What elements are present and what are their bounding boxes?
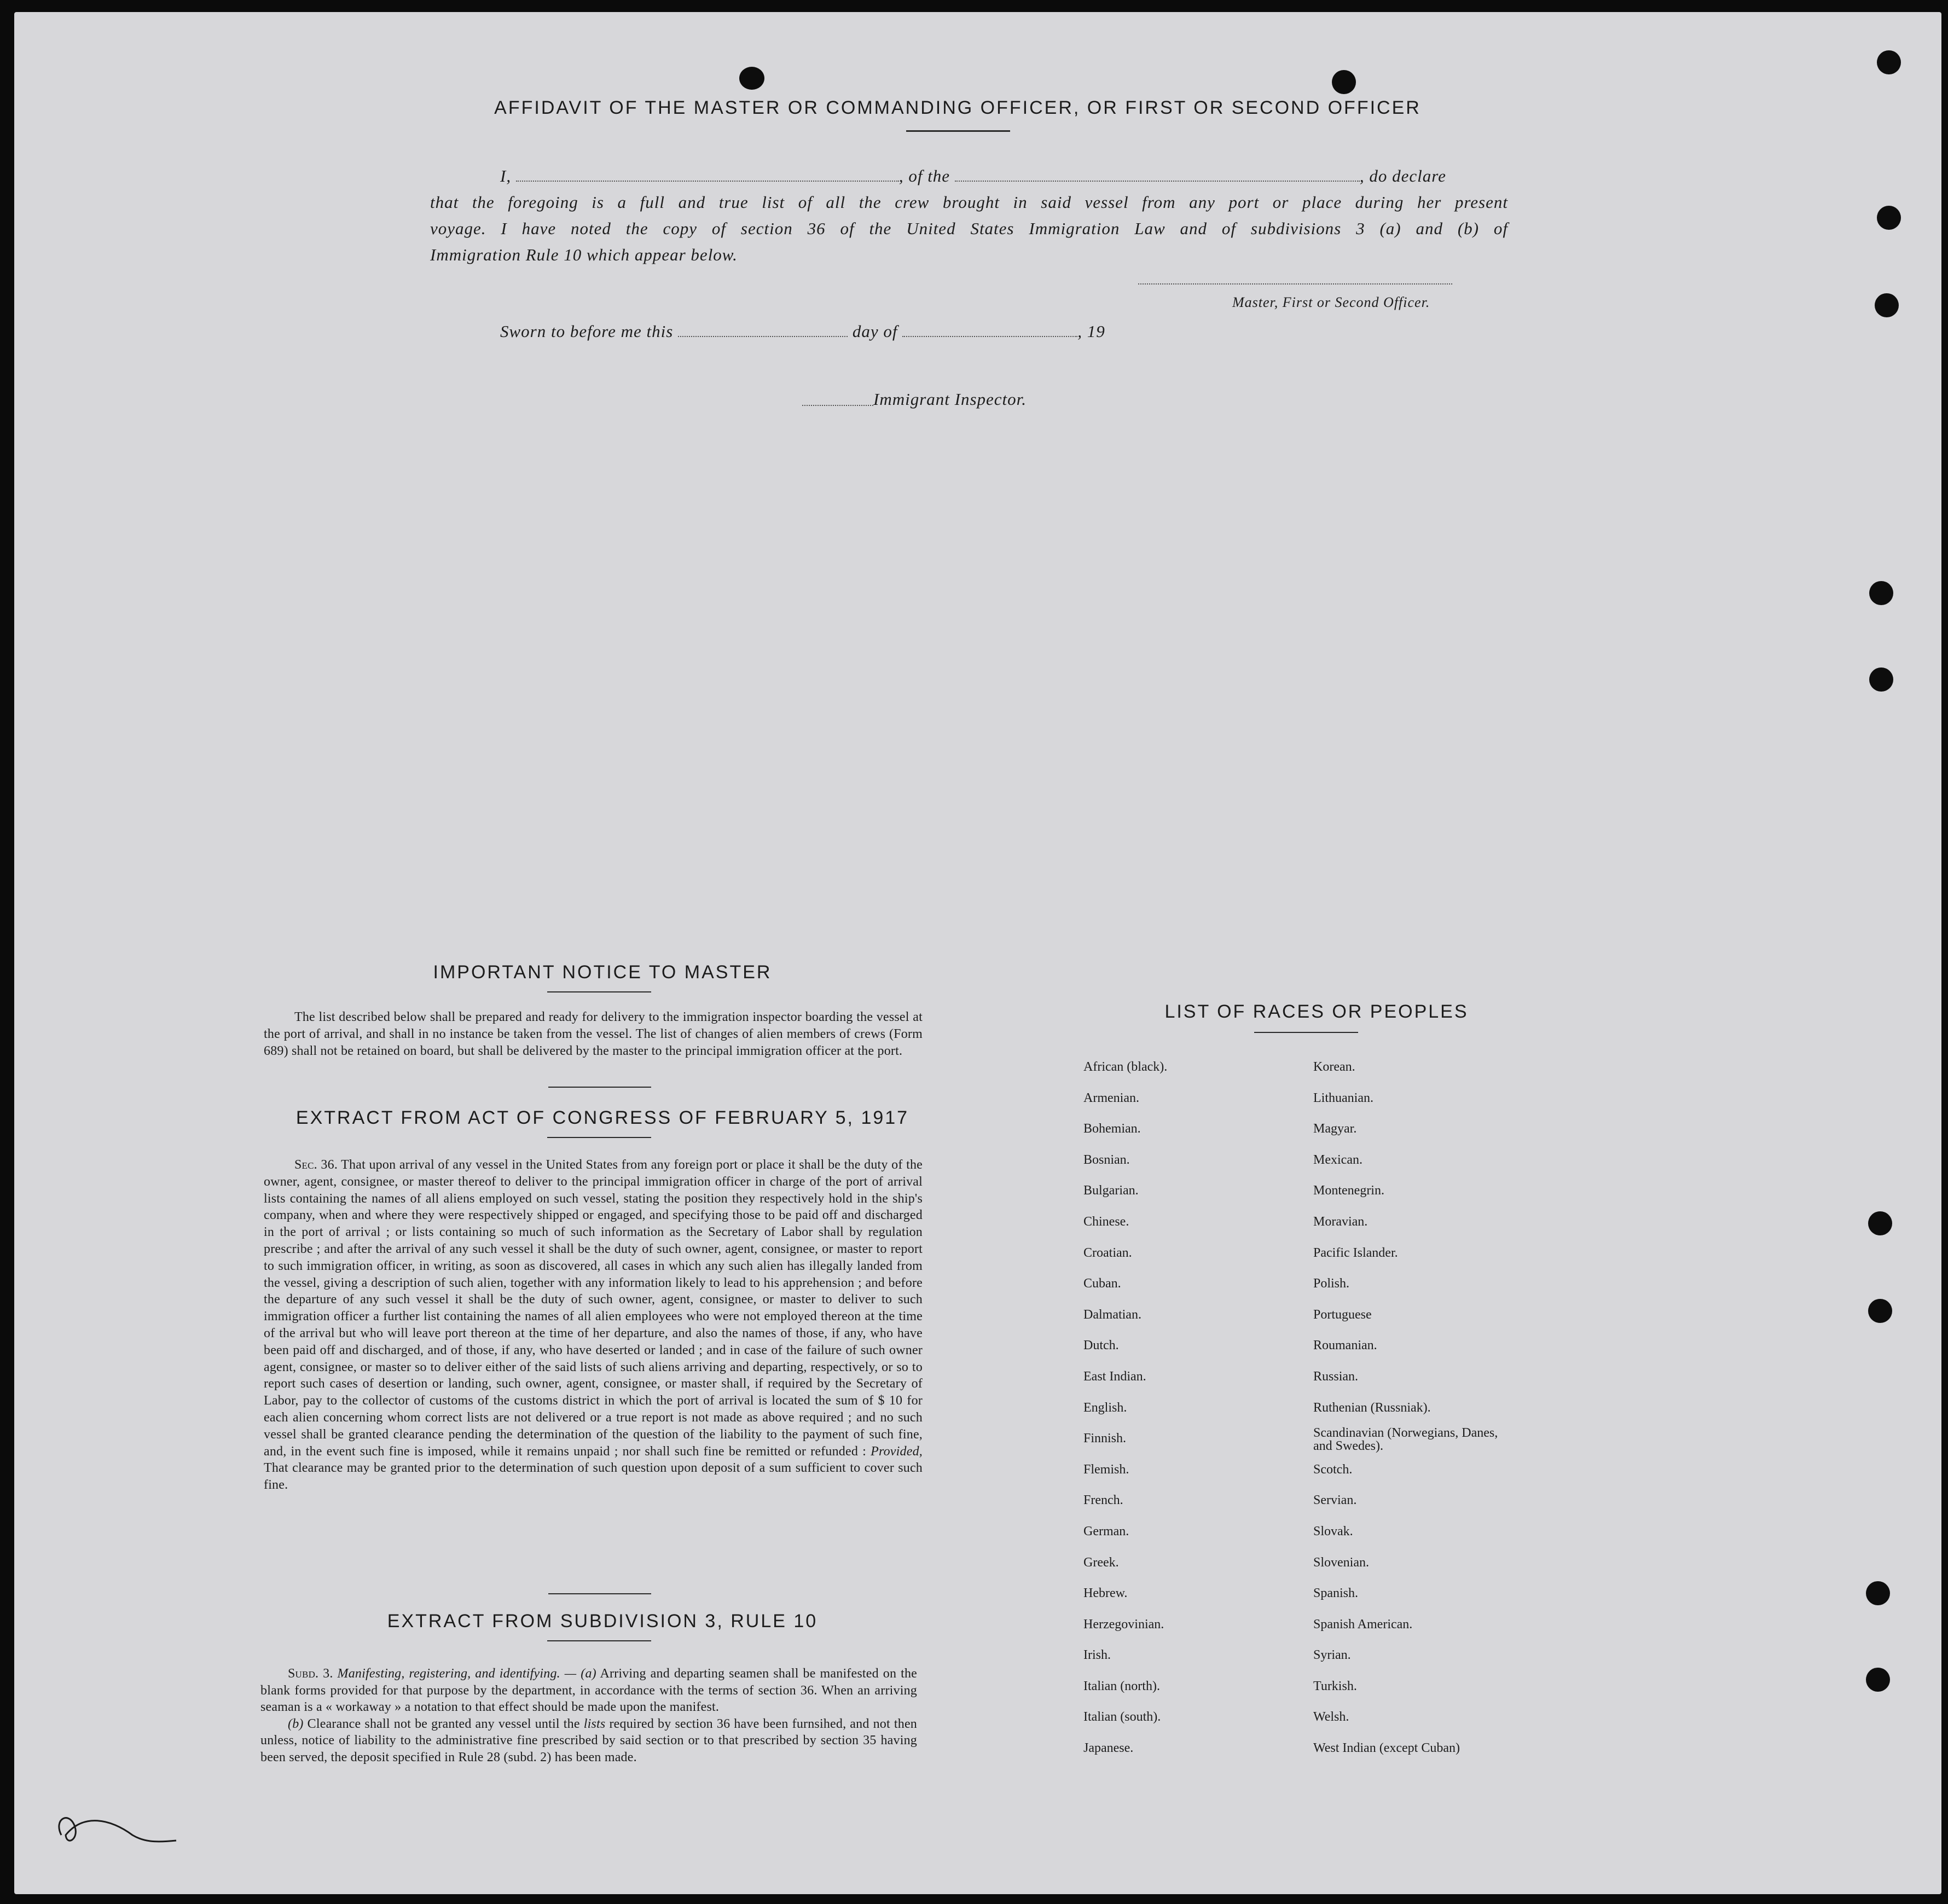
race-item: English. [1083, 1400, 1127, 1415]
master-signature-label: Master, First or Second Officer. [1232, 294, 1430, 310]
punch-hole [1332, 70, 1356, 94]
name-blank[interactable] [516, 181, 899, 182]
notice-underline [547, 991, 651, 992]
section-label: Sec. 36. [294, 1158, 338, 1172]
punch-hole [739, 67, 764, 90]
declaration-line-4: Immigration Rule 10 which appear below. [430, 245, 738, 264]
rule-extract-title: EXTRACT FROM SUBDIVISION 3, RULE 10 [387, 1611, 818, 1632]
sworn-line [500, 322, 1105, 341]
section-divider [548, 1593, 651, 1594]
race-item: Italian (north). [1083, 1679, 1160, 1693]
race-item: Herzegovinian. [1083, 1617, 1164, 1632]
act-extract-underline [547, 1137, 651, 1138]
punch-hole [1868, 1299, 1892, 1323]
race-item: Magyar. [1313, 1122, 1357, 1136]
title-underline [906, 130, 1010, 132]
race-item: Turkish. [1313, 1679, 1357, 1693]
race-item: Mexican. [1313, 1152, 1363, 1167]
race-item: French. [1083, 1493, 1123, 1508]
act-extract-text [264, 1157, 923, 1494]
master-signature-blank[interactable] [1138, 283, 1452, 285]
race-item: Spanish. [1313, 1586, 1359, 1601]
act-extract-title: EXTRACT FROM ACT OF CONGRESS OF FEBRUARY 5, 1917 [295, 1107, 909, 1128]
punch-hole [1875, 293, 1899, 317]
race-item: Syrian. [1313, 1648, 1351, 1663]
declaration-end: , do declare [1359, 166, 1446, 185]
race-item: Dutch. [1083, 1338, 1119, 1353]
punch-hole [1868, 1211, 1892, 1235]
declaration-i: I, [500, 166, 512, 185]
declaration-of-the: , of the [898, 166, 950, 185]
declaration-line-2: that the foregoing is a full and true list of all the crew brought in said vessel from any port or place during her present [430, 193, 1508, 212]
declaration-line-1 [500, 166, 1446, 186]
sworn-text: Sworn to before me this [500, 322, 674, 341]
sworn-year: , 19 [1077, 322, 1105, 341]
rule-extract-underline [547, 1640, 651, 1641]
section-divider [548, 1087, 651, 1088]
rule-text-b1: Clearance shall not be granted any vessel until the [307, 1716, 580, 1731]
act-extract-body-end: That clearance may be granted prior to the determination of such question upon deposit of a sum sufficient to cover such fine. [264, 1461, 923, 1493]
race-item: Greek. [1083, 1555, 1119, 1570]
subdivision-label: Subd. 3. [288, 1667, 333, 1681]
races-right-column [1313, 1052, 1510, 1764]
provided-word: Provided, [871, 1444, 923, 1459]
notice-title: IMPORTANT NOTICE TO MASTER [433, 962, 772, 983]
race-item: Bulgarian. [1083, 1183, 1139, 1198]
affidavit-title: AFFIDAVIT OF THE MASTER OR COMMANDING OFFICER, OR FIRST OR SECOND OFFICER [494, 97, 1421, 118]
inspector-signature-blank[interactable] [802, 405, 873, 406]
race-item: Ruthenian (Russniak). [1313, 1400, 1431, 1415]
vessel-blank[interactable] [955, 181, 1360, 182]
inspector-label: Immigrant Inspector. [873, 390, 1027, 409]
race-item: Hebrew. [1083, 1586, 1128, 1601]
race-item: Flemish. [1083, 1462, 1129, 1477]
race-item: Italian (south). [1083, 1710, 1161, 1725]
race-item: German. [1083, 1524, 1129, 1539]
race-item: Korean. [1313, 1060, 1355, 1074]
races-title: LIST OF RACES OR PEOPLES [1164, 1001, 1469, 1022]
race-item: Bohemian. [1083, 1122, 1141, 1136]
race-item: Montenegrin. [1313, 1183, 1384, 1198]
race-item: Finnish. [1083, 1431, 1127, 1446]
race-item: Bosnian. [1083, 1152, 1130, 1167]
rule-text-b2: required by section 36 have been furnsihed, and not then unless, notice of liability to the administrative fine prescribed by said section or to that prescribed by section 35 having been served, the deposit specified in Rule 28 (subd. 2) has been made. [260, 1716, 918, 1764]
race-item: Dalmatian. [1083, 1307, 1141, 1322]
sworn-month-blank[interactable] [902, 336, 1077, 337]
punch-hole [1877, 50, 1901, 74]
punch-hole [1866, 1581, 1890, 1605]
race-item: Japanese. [1083, 1741, 1134, 1756]
races-underline [1254, 1032, 1358, 1033]
notice-text: The list described below shall be prepared and ready for delivery to the immigration inspector boarding the vessel at the port of arrival, and shall in no instance be taken from the vessel. The list of changes of alien members of crews (Form 689) shall not be retained on board, but shall be delivered by the master to the principal immigration officer at the port. [264, 1010, 923, 1058]
race-item: Russian. [1313, 1369, 1359, 1384]
punch-hole [1869, 581, 1893, 605]
handwritten-mark [50, 1797, 182, 1857]
punch-hole [1866, 1668, 1890, 1692]
race-item: Spanish American. [1313, 1617, 1413, 1632]
race-item: Polish. [1313, 1276, 1350, 1291]
race-item: Moravian. [1313, 1214, 1368, 1229]
declaration-line-3: voyage. I have noted the copy of section 36 of the United States Immigration Law and of subdivisions 3 (a) and (b) of [430, 219, 1508, 238]
races-left-column [1083, 1052, 1167, 1764]
race-item: Armenian. [1083, 1090, 1139, 1105]
act-extract-body: That upon arrival of any vessel in the United States from any foreign port or place it shall be the duty of the owner, agent, consignee, or master thereof to deliver to the principal immigration officer in charge of the port of arrival lists containing the names of all aliens employed on such vessel, stating the position they respectively hold in the ship's company, when and where they were respectively shipped or engaged, and specifying those to be paid off and discharged in the port of arrival ; or lists containing so much of such information as the Secretary of Labor shall by regulation prescribe ; and after the arrival of any such vessel it shall be the duty of such owner, agent, consignee, or master to report to such immigration officer, in writing, as soon as discovered, all cases in which any such alien has illegally landed from the vessel, giving a description of such alien, together with any information likely to lead to his apprehension ; and before the departure of any such vessel it shall be the duty of such owner, agent, consignee, or master to deliver to such immigration officer a further list containing the names of all alien employees who were not employed thereon at the time of the arrival but who will leave port thereon at the time of her departure, and also the names of those, if any, who have been paid off and discharged, and of those, if any, who have deserted or landed ; and in case of the failure of such owner agent, consignee, or master so to deliver either of the said lists of such aliens arriving and departing, respectively, or so to report such cases of desertion or landing, such owner, agent, consignee, or master shall, if required by the Secretary of Labor, pay to the collector of customs of the customs district in which the port of arrival is located the sum of $ 10 for each alien concerning whom correct lists are not delivered or a true report is not made as above required ; and no such vessel shall be granted clearance pending the determination of the question of the liability to the payment of such fine, and, in the event such fine is imposed, while it remains unpaid ; nor shall such fine be remitted or refunded : [264, 1158, 923, 1459]
race-item: Scandinavian (Norwegians, Danes, and Swedes). [1313, 1426, 1498, 1454]
sworn-day-label: day of [852, 322, 898, 341]
race-item: Welsh. [1313, 1710, 1349, 1725]
race-item: African (black). [1083, 1060, 1168, 1074]
rule-extract-text [260, 1665, 917, 1766]
punch-hole [1877, 206, 1901, 230]
rule-b-label: (b) [288, 1716, 304, 1731]
race-item: East Indian. [1083, 1369, 1146, 1384]
race-item: Irish. [1083, 1648, 1111, 1663]
lists-word: lists [583, 1716, 606, 1731]
race-item: Pacific Islander. [1313, 1245, 1398, 1260]
race-item: Roumanian. [1313, 1338, 1377, 1353]
punch-hole [1869, 667, 1893, 692]
race-item: Chinese. [1083, 1214, 1129, 1229]
race-item: Slovak. [1313, 1524, 1353, 1539]
rule-heading: Manifesting, registering, and identifying. — (a) [337, 1667, 596, 1681]
race-item: Portuguese [1313, 1307, 1372, 1322]
race-item: Cuban. [1083, 1276, 1121, 1291]
form-page [14, 12, 1941, 1894]
sworn-day-blank[interactable] [678, 336, 848, 337]
rule-text-a: Arriving and departing seamen shall be manifested on the blank forms provided for that purpose by the department, in accordance with the terms of section 36. When an arriving seaman is a « workaway » a notation to that effect should be made upon the manifest. [260, 1667, 917, 1714]
race-item: Scotch. [1313, 1462, 1353, 1477]
race-item: West Indian (except Cuban) [1313, 1741, 1460, 1756]
race-item: Lithuanian. [1313, 1090, 1373, 1105]
race-item: Servian. [1313, 1493, 1357, 1508]
race-item: Slovenian. [1313, 1555, 1369, 1570]
race-item: Croatian. [1083, 1245, 1132, 1260]
